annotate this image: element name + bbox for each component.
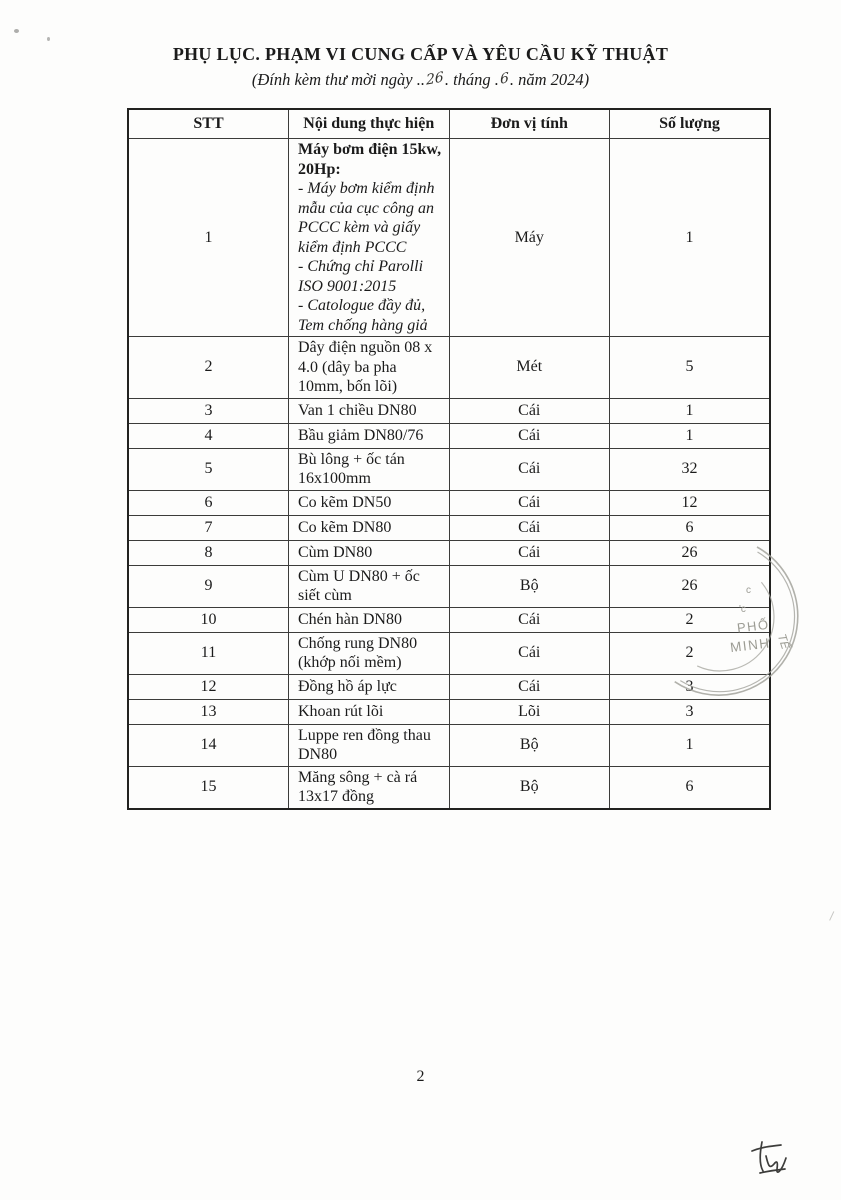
table-row: [128, 515, 770, 540]
row-quantity: 26: [610, 540, 771, 565]
row-content: [289, 674, 450, 699]
row-index: 11: [128, 632, 289, 674]
row-index: 13: [128, 699, 289, 724]
table-row: [128, 398, 770, 423]
table-row: [128, 490, 770, 515]
content-line: Bầu giảm DN80/76: [298, 426, 424, 444]
row-content: [289, 398, 450, 423]
row-quantity: 32: [610, 448, 771, 490]
row-unit: Cái: [449, 674, 610, 699]
row-quantity: 6: [610, 515, 771, 540]
row-content: [289, 699, 450, 724]
header-stt: STT: [128, 109, 289, 139]
scan-artifact: [829, 911, 839, 923]
row-quantity: 5: [610, 337, 771, 399]
page-number: 2: [416, 1068, 425, 1085]
table-row: [128, 423, 770, 448]
row-content: [289, 448, 450, 490]
handwritten-initials-signature: [748, 1136, 800, 1184]
handwritten-month: 6: [499, 70, 510, 88]
header-content: Nội dung thực hiện: [289, 109, 450, 139]
table-row: [128, 448, 770, 490]
content-line: Van 1 chiều DN80: [298, 401, 417, 419]
content-line: - Chứng chỉ Parolli ISO 9001:2015: [298, 258, 424, 295]
stamp-fragment-1: c: [746, 585, 751, 596]
row-content: [289, 337, 450, 399]
page-title: PHỤ LỤC. PHẠM VI CUNG CẤP VÀ YÊU CẦU KỸ THUẬT: [172, 44, 669, 64]
row-quantity: 6: [610, 766, 771, 809]
stamp-text-pho: PHỐ: [736, 616, 771, 636]
row-index: 10: [128, 607, 289, 632]
scan-speck: [47, 37, 50, 41]
content-line: - Catologue đầy đủ, Tem chống hàng giả: [298, 297, 428, 334]
page-subtitle: [0, 70, 841, 90]
signature-strokes: [752, 1142, 786, 1173]
row-index: 1: [128, 139, 289, 337]
supply-scope-table: [127, 108, 771, 810]
row-quantity: 1: [610, 724, 771, 766]
stamp-fragment-2: 'c: [739, 604, 746, 615]
header-unit: Đơn vị tính: [449, 109, 610, 139]
subtitle-suffix: . năm 2024): [509, 70, 590, 89]
row-unit: Cái: [449, 398, 610, 423]
row-unit: Bộ: [449, 724, 610, 766]
row-content: [289, 724, 450, 766]
table-row: [128, 766, 770, 809]
row-unit: Cái: [449, 540, 610, 565]
stamp-text-minh: MINH: [729, 635, 772, 656]
content-line: Máy bơm điện 15kw, 20Hp:: [298, 141, 442, 178]
row-unit: Cái: [449, 607, 610, 632]
row-index: 2: [128, 337, 289, 399]
content-line: Luppe ren đồng thau DN80: [298, 726, 431, 763]
row-unit: Bộ: [449, 766, 610, 809]
content-line: Co kẽm DN50: [298, 493, 392, 511]
table-header: [128, 109, 770, 139]
row-content: [289, 139, 450, 337]
row-content: [289, 632, 450, 674]
row-quantity: 3: [610, 674, 771, 699]
row-unit: Lõi: [449, 699, 610, 724]
row-quantity: 2: [610, 607, 771, 632]
row-quantity: 1: [610, 139, 771, 337]
content-line: Cùm U DN80 + ốc siết cùm: [298, 567, 420, 604]
subtitle-mid: . tháng .: [444, 70, 499, 89]
row-content: [289, 607, 450, 632]
table-header-row: [128, 109, 770, 139]
table-row: [128, 674, 770, 699]
row-quantity: 1: [610, 423, 771, 448]
row-index: 9: [128, 565, 289, 607]
content-line: Chén hàn DN80: [298, 610, 402, 628]
row-unit: Cái: [449, 490, 610, 515]
subtitle-prefix: (Đính kèm thư mời ngày ..: [251, 70, 425, 89]
table-row: [128, 699, 770, 724]
content-line: - Máy bơm kiểm định mẫu của cục công an PCCC kèm và giấy kiểm định PCCC: [298, 180, 435, 256]
content-line: Dây điện nguồn 08 x 4.0 (dây ba pha 10mm, bốn lõi): [298, 339, 433, 395]
row-index: 8: [128, 540, 289, 565]
table-row: [128, 540, 770, 565]
handwritten-day: 26: [425, 69, 444, 89]
table-row: [128, 337, 770, 399]
table-row: [128, 632, 770, 674]
content-line: Măng sông + cà rá 13x17 đồng: [298, 768, 418, 805]
row-index: 3: [128, 398, 289, 423]
scan-speck: [14, 29, 19, 33]
row-index: 7: [128, 515, 289, 540]
content-line: Cùm DN80: [298, 543, 373, 561]
row-content: [289, 565, 450, 607]
table-row: [128, 724, 770, 766]
row-content: [289, 423, 450, 448]
table-row: [128, 607, 770, 632]
table-body: [128, 139, 770, 809]
content-line: Đồng hồ áp lực: [298, 677, 397, 695]
row-unit: Máy: [449, 139, 610, 337]
row-unit: Bộ: [449, 565, 610, 607]
row-content: [289, 766, 450, 809]
content-line: Co kẽm DN80: [298, 518, 392, 536]
row-unit: Cái: [449, 423, 610, 448]
row-quantity: 3: [610, 699, 771, 724]
row-unit: Cái: [449, 515, 610, 540]
row-quantity: 1: [610, 398, 771, 423]
stamp-text-te: TẾ: [774, 632, 793, 652]
row-quantity: 12: [610, 490, 771, 515]
content-line: Khoan rút lõi: [298, 702, 384, 720]
row-unit: Cái: [449, 632, 610, 674]
row-index: 15: [128, 766, 289, 809]
content-line: Chống rung DN80 (khớp nối mềm): [298, 634, 418, 671]
row-index: 12: [128, 674, 289, 699]
row-quantity: 2: [610, 632, 771, 674]
row-content: [289, 515, 450, 540]
table-row: [128, 139, 770, 337]
row-index: 5: [128, 448, 289, 490]
row-unit: Cái: [449, 448, 610, 490]
row-index: 4: [128, 423, 289, 448]
row-content: [289, 490, 450, 515]
row-unit: Mét: [449, 337, 610, 399]
content-line: Bù lông + ốc tán 16x100mm: [298, 450, 405, 487]
table-row: [128, 565, 770, 607]
row-index: 6: [128, 490, 289, 515]
row-index: 14: [128, 724, 289, 766]
row-content: [289, 540, 450, 565]
row-quantity: 26: [610, 565, 771, 607]
header-qty: Số lượng: [610, 109, 771, 139]
